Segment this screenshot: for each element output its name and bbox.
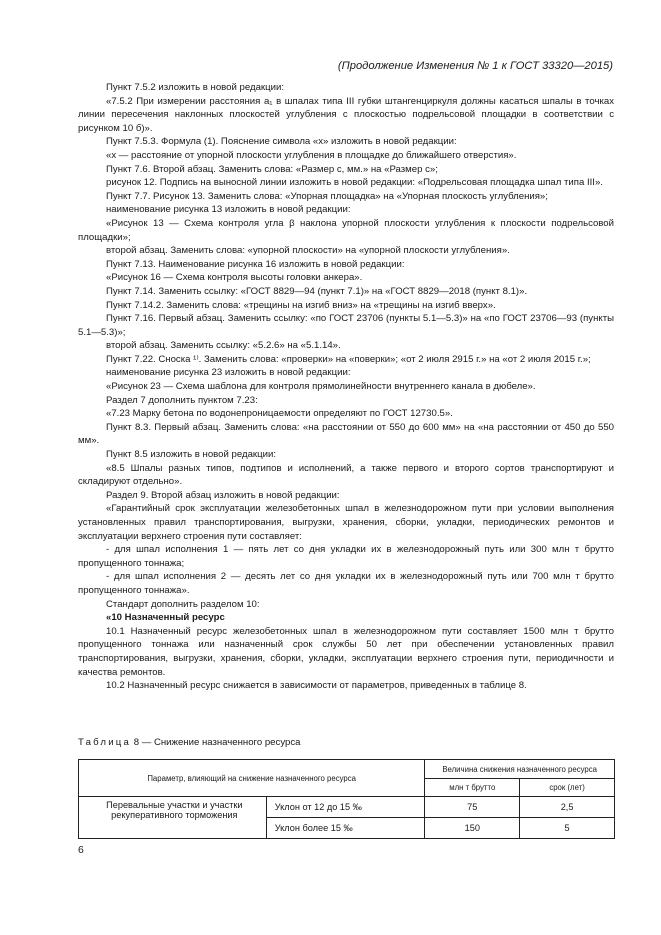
paragraph: второй абзац. Заменить ссылку: «5.2.6» на «5.1.14». bbox=[106, 340, 341, 352]
paragraph: Пункт 8.5 изложить в новой редакции: bbox=[106, 449, 276, 461]
paragraph: Пункт 7.16. Первый абзац. Заменить ссылку: «по ГОСТ 23706 (пункты 5.1—5.3)» на «по ГОСТ 23706—93 (пункты 5.1—5.3)»; bbox=[78, 313, 614, 338]
paragraph: «Рисунок 23 — Схема шаблона для контроля прямолинейности внутреннего канала в дюбеле». bbox=[106, 381, 536, 393]
cell-tonnage: 150 bbox=[425, 818, 520, 839]
cell-group-label: Перевальные участки и участки рекуперативного торможения bbox=[79, 797, 267, 839]
cell-tonnage: 75 bbox=[425, 797, 520, 818]
amendment-text bbox=[78, 81, 614, 693]
table-caption-title: 8 — Снижение назначенного ресурса bbox=[133, 737, 301, 748]
paragraph: - для шпал исполнения 1 — пять лет со дня укладки их в железнодорожный путь или 300 млн т брутто пропущенного тоннажа; bbox=[78, 544, 614, 569]
paragraph: Стандарт дополнить разделом 10: bbox=[106, 598, 260, 610]
paragraph: наименование рисунка 23 изложить в новой редакции: bbox=[106, 367, 351, 379]
paragraph: Пункт 8.3. Первый абзац. Заменить слова: «на расстоянии от 550 до 600 мм» на «на расстоянии от 450 до 550 мм». bbox=[78, 421, 614, 447]
cell-years: 2,5 bbox=[520, 797, 615, 818]
paragraph: Пункт 7.5.3. Формула (1). Пояснение символа «x» изложить в новой редакции: bbox=[106, 136, 457, 148]
paragraph: 10.1 Назначенный ресурс железобетонных шпал в железнодорожном пути составляет 1500 млн т брутто пропущенного тоннажа или назначенный срок службы 50 лет при обеспечении установленных правил транспортирования, выгрузки, хранения, сборки, укладки, эксплуатации верхнего строения пути, периодичности и качества ремонтов. bbox=[78, 625, 614, 678]
paragraph: Пункт 7.5.2 изложить в новой редакции: bbox=[106, 82, 284, 93]
paragraph: «Рисунок 16 — Схема контроля высоты головки анкера». bbox=[106, 272, 363, 284]
table-caption-prefix: Таблица bbox=[78, 737, 132, 748]
section-heading: «10 Назначенный ресурс bbox=[106, 612, 225, 624]
table-row bbox=[79, 797, 615, 818]
paragraph: «8.5 Шпалы разных типов, подтипов и исполнений, а также первого и второго сортов транспортируют и складируют отдельно». bbox=[78, 462, 614, 488]
paragraph: «x — расстояние от упорной плоскости углубления в площадке до ближайшего отверстия». bbox=[106, 149, 517, 161]
paragraph: Пункт 7.22. Сноска ¹⁾. Заменить слова: «проверки» на «поверки»; «от 2 июля 2915 г.» на «от 2 июля 2015 г.»; bbox=[106, 353, 591, 365]
paragraph: Пункт 7.14. Заменить ссылку: «ГОСТ 8829—94 (пункт 7.1)» на «ГОСТ 8829—2018 (пункт 8.1)». bbox=[106, 285, 528, 297]
paragraph: Раздел 7 дополнить пунктом 7.23: bbox=[106, 394, 258, 406]
paragraph: рисунок 12. Подпись на выносной линии изложить в новой редакции: «Подрельсовая площадка шпал типа III». bbox=[106, 177, 603, 189]
paragraph: «7.23 Марку бетона по водонепроницаемости определяют по ГОСТ 12730.5». bbox=[106, 408, 453, 420]
paragraph: - для шпал исполнения 2 — десять лет со дня укладки их в железнодорожный путь или 700 млн т брутто пропущенного тоннажа». bbox=[78, 571, 614, 596]
paragraph: Раздел 9. Второй абзац изложить в новой редакции: bbox=[106, 489, 340, 501]
table-caption bbox=[78, 737, 300, 748]
paragraph: наименование рисунка 13 изложить в новой редакции: bbox=[106, 204, 351, 216]
paragraph: Пункт 7.14.2. Заменить слова: «трещины на изгиб вниз» на «трещины на изгиб вверх». bbox=[106, 299, 496, 311]
header-value-group: Величина снижения назначенного ресурса bbox=[425, 760, 615, 779]
cell-slope: Уклон более 15 ‰ bbox=[266, 818, 425, 839]
paragraph: «7.5.2 При измерении расстояния a₁ в шпалах типа III губки штангенциркуля должны касаться шпалы в точках линии пересечения наклонных плоскостей углубления с плоскостью подрельсовой площадки в соответствии с рисунком 10 б)». bbox=[78, 95, 614, 134]
paragraph: Пункт 7.13. Наименование рисунка 16 изложить в новой редакции: bbox=[106, 258, 405, 270]
paragraph: Пункт 7.6. Второй абзац. Заменить слова: «Размер c, мм.» на «Размер c»; bbox=[106, 163, 438, 175]
header-years: срок (лет) bbox=[520, 779, 615, 797]
cell-years: 5 bbox=[520, 818, 615, 839]
paragraph: «Рисунок 13 — Схема контроля угла β наклона упорной плоскости углубления к плоскости подрельсовой площадки»; bbox=[78, 217, 614, 243]
header-tonnage: млн т брутто bbox=[425, 779, 520, 797]
paragraph: «Гарантийный срок эксплуатации железобетонных шпал в железнодорожном пути при условии выполнения установленных правил транспортирования, выгрузки, хранения, сборки, укладки, периодических ремонтов и эксплуатации верхнего строения пути составляет: bbox=[78, 503, 614, 542]
paragraph: 10.2 Назначенный ресурс снижается в зависимости от параметров, приведенных в таблице 8. bbox=[106, 680, 527, 692]
cell-slope: Уклон от 12 до 15 ‰ bbox=[266, 797, 425, 818]
resource-reduction-table bbox=[78, 759, 615, 839]
paragraph: Пункт 7.7. Рисунок 13. Заменить слова: «Упорная площадка» на «Упорная плоскость углубления»; bbox=[106, 190, 548, 202]
header-parameter: Параметр, влияющий на снижение назначенного ресурса bbox=[79, 760, 425, 797]
continuation-header: (Продолжение Изменения № 1 к ГОСТ 33320—2015) bbox=[337, 60, 613, 72]
page-number: 6 bbox=[78, 845, 84, 856]
paragraph: второй абзац. Заменить слова: «упорной плоскости» на «упорной плоскости углубления». bbox=[106, 245, 510, 257]
